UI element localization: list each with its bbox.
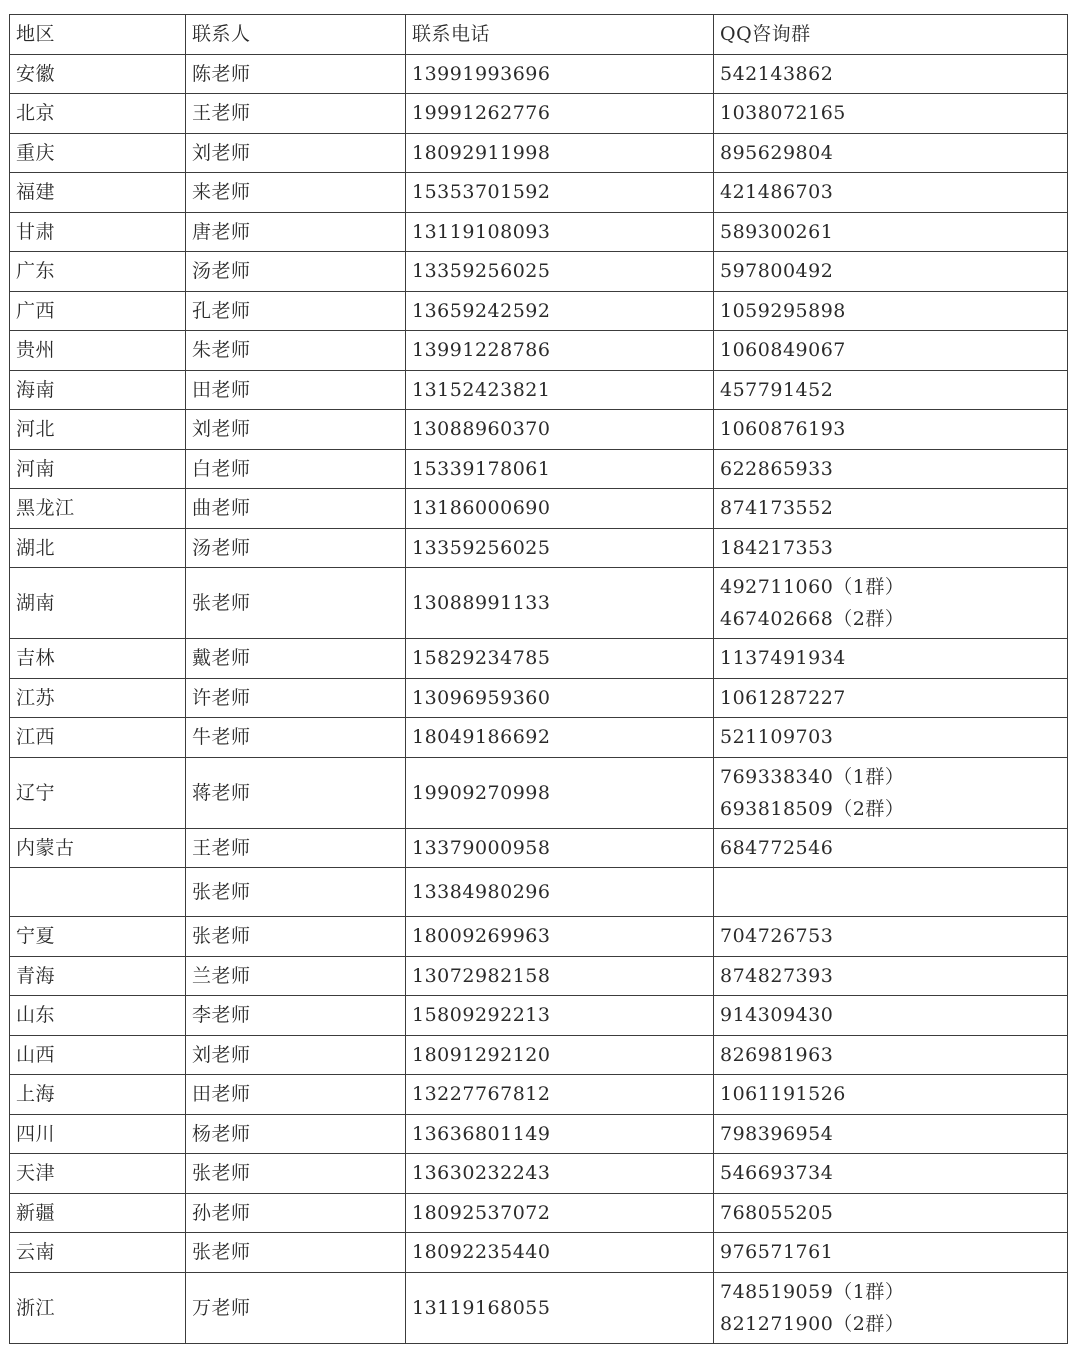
- contact-cell: 张老师: [186, 917, 406, 957]
- header-region: 地区: [10, 15, 186, 55]
- qq-group-number: 826981963: [720, 1043, 834, 1066]
- contact-cell: 田老师: [186, 1075, 406, 1115]
- phone-cell: 15809292213: [406, 996, 714, 1036]
- contact-cell: 孙老师: [186, 1193, 406, 1233]
- phone-cell: 19909270998: [406, 757, 714, 828]
- region-cell: 甘肃: [10, 212, 186, 252]
- qq-group-number: 798396954: [720, 1122, 834, 1145]
- contact-cell: 朱老师: [186, 331, 406, 371]
- table-row: [10, 956, 1068, 996]
- contact-cell: 陈老师: [186, 54, 406, 94]
- table-row: [10, 449, 1068, 489]
- region-cell: 广西: [10, 291, 186, 331]
- phone-cell: 15339178061: [406, 449, 714, 489]
- region-cell: 湖北: [10, 528, 186, 568]
- region-cell: 宁夏: [10, 917, 186, 957]
- qq-group-number: 1137491934: [720, 647, 846, 670]
- contact-cell: 杨老师: [186, 1114, 406, 1154]
- qq-cell: [714, 331, 1068, 371]
- qq-group-number: 521109703: [720, 726, 834, 749]
- contact-cell: 张老师: [186, 1154, 406, 1194]
- contact-cell: 白老师: [186, 449, 406, 489]
- contact-cell: 田老师: [186, 370, 406, 410]
- table-row: [10, 252, 1068, 292]
- qq-group-number: 693818509（2群）: [720, 797, 905, 820]
- contact-cell: 唐老师: [186, 212, 406, 252]
- table-row: [10, 528, 1068, 568]
- region-cell: 黑龙江: [10, 489, 186, 529]
- table-row: [10, 1075, 1068, 1115]
- qq-group-number: 1060876193: [720, 418, 846, 441]
- region-cell: 浙江: [10, 1272, 186, 1343]
- region-cell: 上海: [10, 1075, 186, 1115]
- phone-cell: 18091292120: [406, 1035, 714, 1075]
- qq-cell: [714, 94, 1068, 134]
- qq-group-number: 622865933: [720, 457, 834, 480]
- qq-cell: [714, 212, 1068, 252]
- contact-cell: 李老师: [186, 996, 406, 1036]
- qq-group-number: 542143862: [720, 62, 834, 85]
- qq-group-number: 546693734: [720, 1162, 834, 1185]
- region-cell: 内蒙古: [10, 828, 186, 868]
- qq-cell: [714, 54, 1068, 94]
- phone-cell: 13152423821: [406, 370, 714, 410]
- phone-cell: 18092537072: [406, 1193, 714, 1233]
- phone-cell: 13659242592: [406, 291, 714, 331]
- phone-cell: 13088991133: [406, 568, 714, 639]
- header-qq: QQ咨询群: [714, 15, 1068, 55]
- qq-cell: [714, 996, 1068, 1036]
- region-cell: 河北: [10, 410, 186, 450]
- region-cell: 吉林: [10, 639, 186, 679]
- region-cell: 福建: [10, 173, 186, 213]
- qq-group-number: 821271900（2群）: [720, 1312, 905, 1335]
- phone-cell: 13384980296: [406, 868, 714, 917]
- region-cell: 天津: [10, 1154, 186, 1194]
- phone-cell: 13991228786: [406, 331, 714, 371]
- table-row: [10, 828, 1068, 868]
- qq-group-number: 492711060（1群）: [720, 576, 905, 598]
- contact-cell: 戴老师: [186, 639, 406, 679]
- table-row: [10, 1272, 1068, 1343]
- qq-group-number: 769338340（1群）: [720, 765, 905, 788]
- phone-cell: 18009269963: [406, 917, 714, 957]
- table-row: [10, 917, 1068, 957]
- qq-group-number: 748519059（1群）: [720, 1280, 905, 1303]
- contact-cell: 曲老师: [186, 489, 406, 529]
- header-contact: 联系人: [186, 15, 406, 55]
- qq-cell: [714, 828, 1068, 868]
- qq-group-number: 467402668（2群）: [720, 608, 905, 630]
- qq-group-number: 704726753: [720, 925, 834, 948]
- phone-cell: 13379000958: [406, 828, 714, 868]
- table-row: [10, 370, 1068, 410]
- phone-cell: 13991993696: [406, 54, 714, 94]
- qq-group-number: 457791452: [720, 378, 834, 401]
- region-cell: 山西: [10, 1035, 186, 1075]
- contact-cell: 汤老师: [186, 252, 406, 292]
- phone-cell: 13119168055: [406, 1272, 714, 1343]
- qq-cell: [714, 133, 1068, 173]
- phone-cell: 13227767812: [406, 1075, 714, 1115]
- qq-group-number: 421486703: [720, 181, 834, 204]
- region-cell: 云南: [10, 1233, 186, 1273]
- phone-cell: 15829234785: [406, 639, 714, 679]
- qq-cell: [714, 1075, 1068, 1115]
- header-phone: 联系电话: [406, 15, 714, 55]
- qq-group-number: 184217353: [720, 536, 834, 559]
- contact-cell: 王老师: [186, 94, 406, 134]
- region-cell: 山东: [10, 996, 186, 1036]
- region-cell: 江苏: [10, 678, 186, 718]
- region-cell: 重庆: [10, 133, 186, 173]
- qq-cell: [714, 489, 1068, 529]
- qq-group-number: 589300261: [720, 220, 834, 243]
- contact-cell: 许老师: [186, 678, 406, 718]
- qq-group-number: 1059295898: [720, 299, 846, 322]
- qq-cell: [714, 1035, 1068, 1075]
- region-cell: 新疆: [10, 1193, 186, 1233]
- qq-group-number: 1061287227: [720, 686, 846, 709]
- region-cell: 青海: [10, 956, 186, 996]
- phone-cell: 18049186692: [406, 718, 714, 758]
- region-cell: 湖南: [10, 568, 186, 639]
- contact-cell: 孔老师: [186, 291, 406, 331]
- phone-cell: 13096959360: [406, 678, 714, 718]
- contact-cell: 刘老师: [186, 410, 406, 450]
- phone-cell: 19991262776: [406, 94, 714, 134]
- qq-group-number: 1038072165: [720, 102, 846, 125]
- table-row: [10, 1154, 1068, 1194]
- qq-cell: [714, 718, 1068, 758]
- qq-cell: [714, 1193, 1068, 1233]
- header-row: [10, 15, 1068, 55]
- table-row: [10, 1233, 1068, 1273]
- qq-cell: [714, 568, 1068, 639]
- qq-cell: [714, 917, 1068, 957]
- table-row: [10, 291, 1068, 331]
- table-row: [10, 94, 1068, 134]
- contact-cell: 王老师: [186, 828, 406, 868]
- phone-cell: 18092235440: [406, 1233, 714, 1273]
- contact-table: [9, 14, 1068, 1344]
- table-row: [10, 212, 1068, 252]
- qq-group-number: 684772546: [720, 836, 834, 859]
- qq-group-number: 914309430: [720, 1004, 834, 1027]
- region-cell: 海南: [10, 370, 186, 410]
- qq-cell: [714, 1154, 1068, 1194]
- qq-cell: [714, 757, 1068, 828]
- qq-cell: [714, 639, 1068, 679]
- region-cell: 广东: [10, 252, 186, 292]
- table-row: [10, 1114, 1068, 1154]
- phone-cell: 13186000690: [406, 489, 714, 529]
- table-row: [10, 1193, 1068, 1233]
- qq-cell: [714, 173, 1068, 213]
- phone-cell: 13359256025: [406, 528, 714, 568]
- contact-cell: 来老师: [186, 173, 406, 213]
- phone-cell: 13636801149: [406, 1114, 714, 1154]
- contact-cell: 刘老师: [186, 1035, 406, 1075]
- table-row: [10, 331, 1068, 371]
- table-row: [10, 996, 1068, 1036]
- contact-cell: 张老师: [186, 868, 406, 917]
- region-cell: 四川: [10, 1114, 186, 1154]
- qq-cell: [714, 291, 1068, 331]
- qq-cell: [714, 252, 1068, 292]
- qq-group-number: 874173552: [720, 497, 834, 520]
- qq-group-number: 597800492: [720, 260, 834, 283]
- table-row: [10, 868, 1068, 917]
- table-row: [10, 489, 1068, 529]
- qq-group-number: 895629804: [720, 141, 834, 164]
- region-cell: 江西: [10, 718, 186, 758]
- qq-cell: [714, 1114, 1068, 1154]
- table-row: [10, 173, 1068, 213]
- contact-cell: 汤老师: [186, 528, 406, 568]
- contact-cell: 牛老师: [186, 718, 406, 758]
- table-row: [10, 718, 1068, 758]
- phone-cell: 13630232243: [406, 1154, 714, 1194]
- region-cell: 河南: [10, 449, 186, 489]
- qq-cell: [714, 678, 1068, 718]
- table-row: [10, 410, 1068, 450]
- contact-cell: 蒋老师: [186, 757, 406, 828]
- phone-cell: 15353701592: [406, 173, 714, 213]
- qq-cell: [714, 1272, 1068, 1343]
- table-row: [10, 639, 1068, 679]
- qq-group-number: 768055205: [720, 1201, 834, 1224]
- qq-cell: [714, 1233, 1068, 1273]
- region-cell: [10, 868, 186, 917]
- table-row: [10, 568, 1068, 639]
- table-row: [10, 757, 1068, 828]
- qq-cell: [714, 868, 1068, 917]
- region-cell: 辽宁: [10, 757, 186, 828]
- phone-cell: 13088960370: [406, 410, 714, 450]
- qq-cell: [714, 956, 1068, 996]
- qq-group-number: 976571761: [720, 1241, 834, 1264]
- contact-cell: 张老师: [186, 1233, 406, 1273]
- phone-cell: 13359256025: [406, 252, 714, 292]
- region-cell: 贵州: [10, 331, 186, 371]
- qq-group-number: 874827393: [720, 964, 834, 987]
- table-row: [10, 54, 1068, 94]
- contact-cell: 张老师: [186, 568, 406, 639]
- qq-cell: [714, 410, 1068, 450]
- qq-group-number: 1060849067: [720, 339, 846, 362]
- qq-cell: [714, 370, 1068, 410]
- contact-cell: 兰老师: [186, 956, 406, 996]
- region-cell: 北京: [10, 94, 186, 134]
- table-row: [10, 678, 1068, 718]
- qq-group-number: 1061191526: [720, 1083, 846, 1106]
- qq-cell: [714, 528, 1068, 568]
- phone-cell: 13119108093: [406, 212, 714, 252]
- phone-cell: 13072982158: [406, 956, 714, 996]
- contact-cell: 刘老师: [186, 133, 406, 173]
- phone-cell: 18092911998: [406, 133, 714, 173]
- region-cell: 安徽: [10, 54, 186, 94]
- table-row: [10, 1035, 1068, 1075]
- contact-cell: 万老师: [186, 1272, 406, 1343]
- qq-cell: [714, 449, 1068, 489]
- table-row: [10, 133, 1068, 173]
